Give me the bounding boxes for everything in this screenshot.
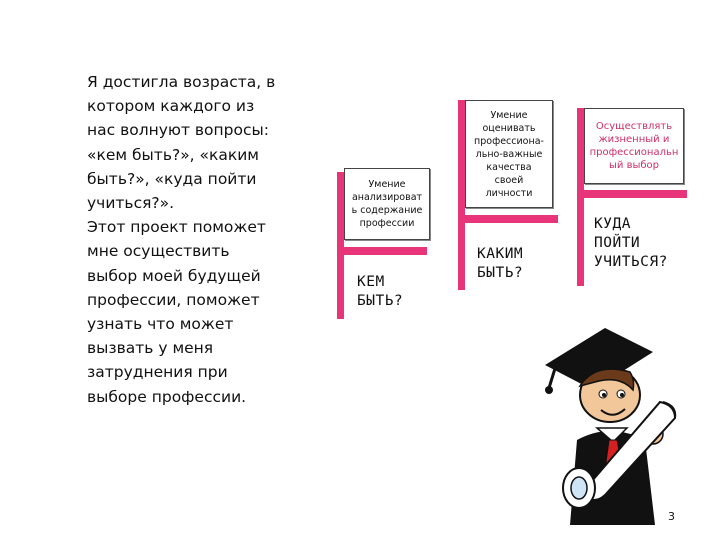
step-3-question: КУДА ПОЙТИ УЧИТЬСЯ? xyxy=(594,216,668,270)
step-2-horizontal-bar xyxy=(458,215,558,223)
step-2-skill-card xyxy=(465,100,553,208)
step-1-horizontal-bar xyxy=(337,247,427,255)
page-number: 3 xyxy=(668,510,675,523)
step-2-skill-text: Умение оценивать профессиона- льно-важные качества своей личности xyxy=(474,109,544,199)
step-2-question: КАКИМ БЫТЬ? xyxy=(477,246,524,281)
step-1-skill-text: Умение анализироват ь содержание профессии xyxy=(351,179,423,229)
step-2-vertical-bar xyxy=(458,100,465,290)
step-1-skill-card xyxy=(344,168,430,240)
step-1-vertical-bar xyxy=(337,172,344,319)
student-icon xyxy=(535,310,695,525)
step-3-horizontal-bar xyxy=(577,190,687,198)
step-3-skill-card xyxy=(584,108,684,184)
intro-text: Я достигла возраста, в котором каждого из нас волнуют вопросы: «кем быть?», «каким быть?», «куда пойти учиться?». Этот проект поможет мне осуществить выбор моей будущей профессии, поможет узнать что может вызвать у меня затруднения при выборе профессии. xyxy=(87,73,276,406)
step-3-skill-text: Осуществлять жизненный и профессиональн ый выбор xyxy=(589,121,679,171)
step-1-question: КЕМ БЫТЬ? xyxy=(357,274,404,309)
